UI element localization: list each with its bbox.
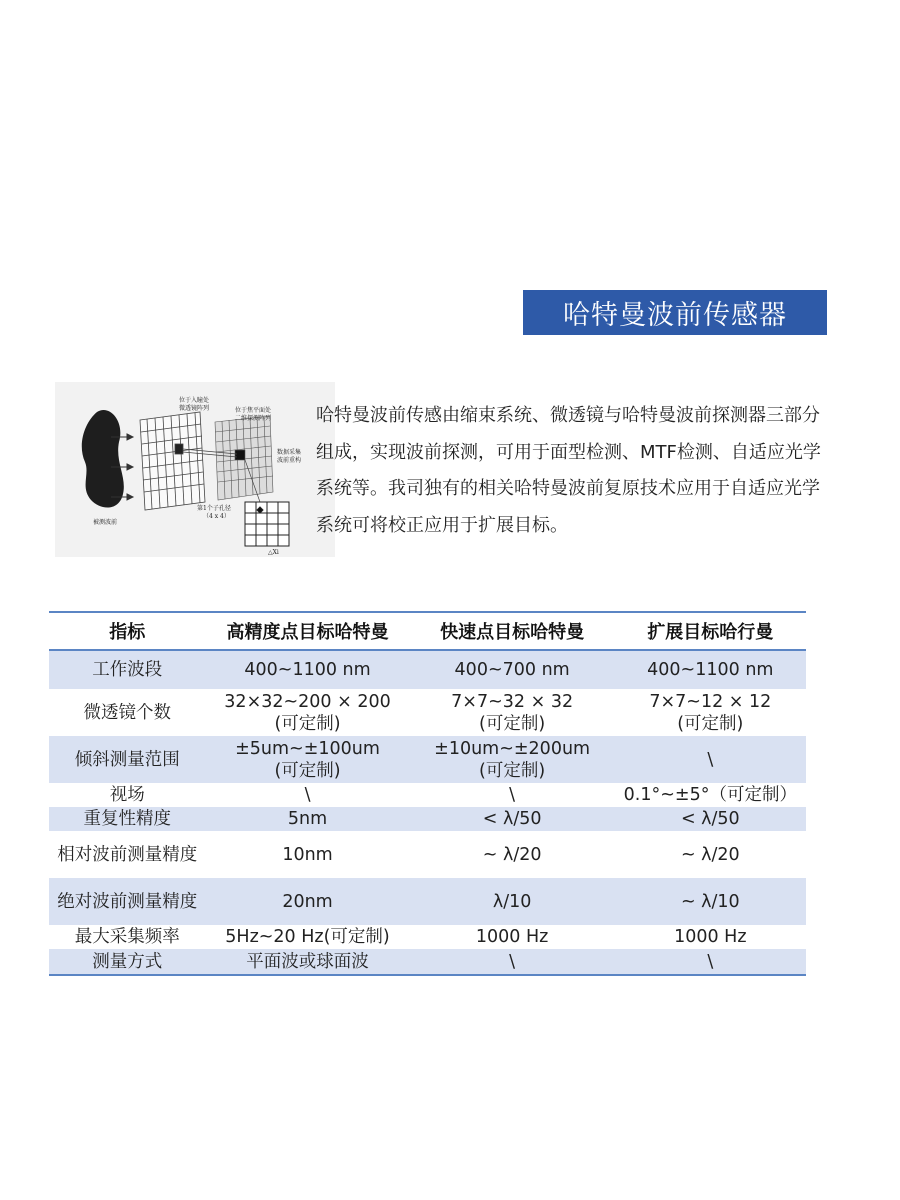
row-label: 最大采集频率 [74,927,180,947]
cell-note: (可定制) [274,713,341,734]
cell-value: 20nm [205,878,409,925]
cell-value: \ [410,949,615,975]
description-text: 哈特曼波前传感由缩束系统、微透镜与哈特曼波前探测器三部分组成，实现波前探测，可用于面型检测、MTF检测、自适应光学系统等。我司独有的相关哈特曼波前复原技术应用于自适应光学系统可将校正应用于扩展目标。 [316,405,821,536]
page-title: 哈特曼波前传感器 [523,290,827,335]
table-header-row [49,612,806,650]
cell-value: \ [615,736,806,783]
cell-value [205,736,409,783]
cell-value: 5Hz~20 Hz(可定制) [225,927,390,947]
wavefront-shape [82,410,124,507]
cell-main: 7×7~12 × 12 [649,691,772,712]
cell-value: 400~1100 nm [615,650,806,689]
cell-note: (可定制) [274,760,341,781]
row-label: 微透镜个数 [83,702,171,723]
cell-value: 400~1100 nm [205,650,409,689]
table-row [49,925,806,949]
row-label: 工作波段 [49,650,205,689]
cell-note: (可定制) [479,713,546,734]
row-label: 倾斜测量范围 [49,736,205,783]
label-subaperture-2: （4 x 4） [203,513,230,520]
label-delta: △Xi [268,549,279,556]
cell-value: 5nm [205,807,409,831]
table-row [49,650,806,689]
cell-value [410,689,615,736]
label-reconstruct-1: 数据采集 [277,449,302,456]
label-reconstruct-2: 波前重构 [277,457,302,464]
cell-value: 10nm [282,844,333,865]
table-row [49,736,806,783]
cell-main: ±5um~±100um [235,738,380,759]
row-label: 视场 [109,785,145,805]
cell-value: 0.1°~±5°（可定制） [623,785,797,805]
detector-array [215,416,273,500]
cell-value: < λ/50 [615,807,806,831]
label-lenslet-1: 位于入瞳处 [179,397,210,404]
hartmann-diagram [55,382,335,557]
cell-value: ~ λ/20 [680,844,740,865]
header-fast: 快速点目标哈特曼 [410,612,615,650]
cell-value [615,689,806,736]
cell-note: (可定制) [677,713,744,734]
table-row [49,783,806,807]
lenslet-array [140,412,205,510]
cell-value: < λ/50 [410,807,615,831]
cell-value: ~ λ/10 [615,878,806,925]
row-label: 绝对波前测量精度 [49,878,205,925]
cell-main: 32×32~200 × 200 [224,691,391,712]
cell-value: λ/10 [410,878,615,925]
label-wavefront: 被测波前 [93,519,118,526]
cell-value: \ [304,785,311,805]
row-label: 相对波前测量精度 [57,844,198,865]
cell-value: \ [615,949,806,975]
cell-value: 400~700 nm [410,650,615,689]
header-extended: 扩展目标哈行曼 [615,612,806,650]
label-detector-2: 二维探测阵列 [235,415,272,422]
cell-value [205,689,409,736]
cell-value: 1000 Hz [475,927,549,947]
row-label: 测量方式 [49,949,205,975]
spec-table [49,611,806,976]
table-row [49,807,806,831]
label-detector-1: 位于焦平面处 [235,407,272,414]
cell-value: \ [509,785,516,805]
cell-value: 平面波或球面波 [205,949,409,975]
table-row [49,949,806,975]
label-lenslet-2: 微透镜阵列 [179,405,210,412]
cell-value: 1000 Hz [674,927,747,947]
cell-value: ~ λ/20 [482,844,542,865]
cell-value [410,736,615,783]
table-row [49,831,806,878]
cell-main: ±10um~±200um [434,738,591,759]
header-high-precision: 高精度点目标哈特曼 [205,612,409,650]
cell-main: 7×7~32 × 32 [451,691,574,712]
header-metric: 指标 [49,612,205,650]
subaperture-grid [245,502,289,546]
cell-note: (可定制) [479,760,546,781]
label-subaperture-1: 第1个子孔径 [197,505,231,512]
row-label: 重复性精度 [49,807,205,831]
table-row [49,878,806,925]
table-row [49,689,806,736]
